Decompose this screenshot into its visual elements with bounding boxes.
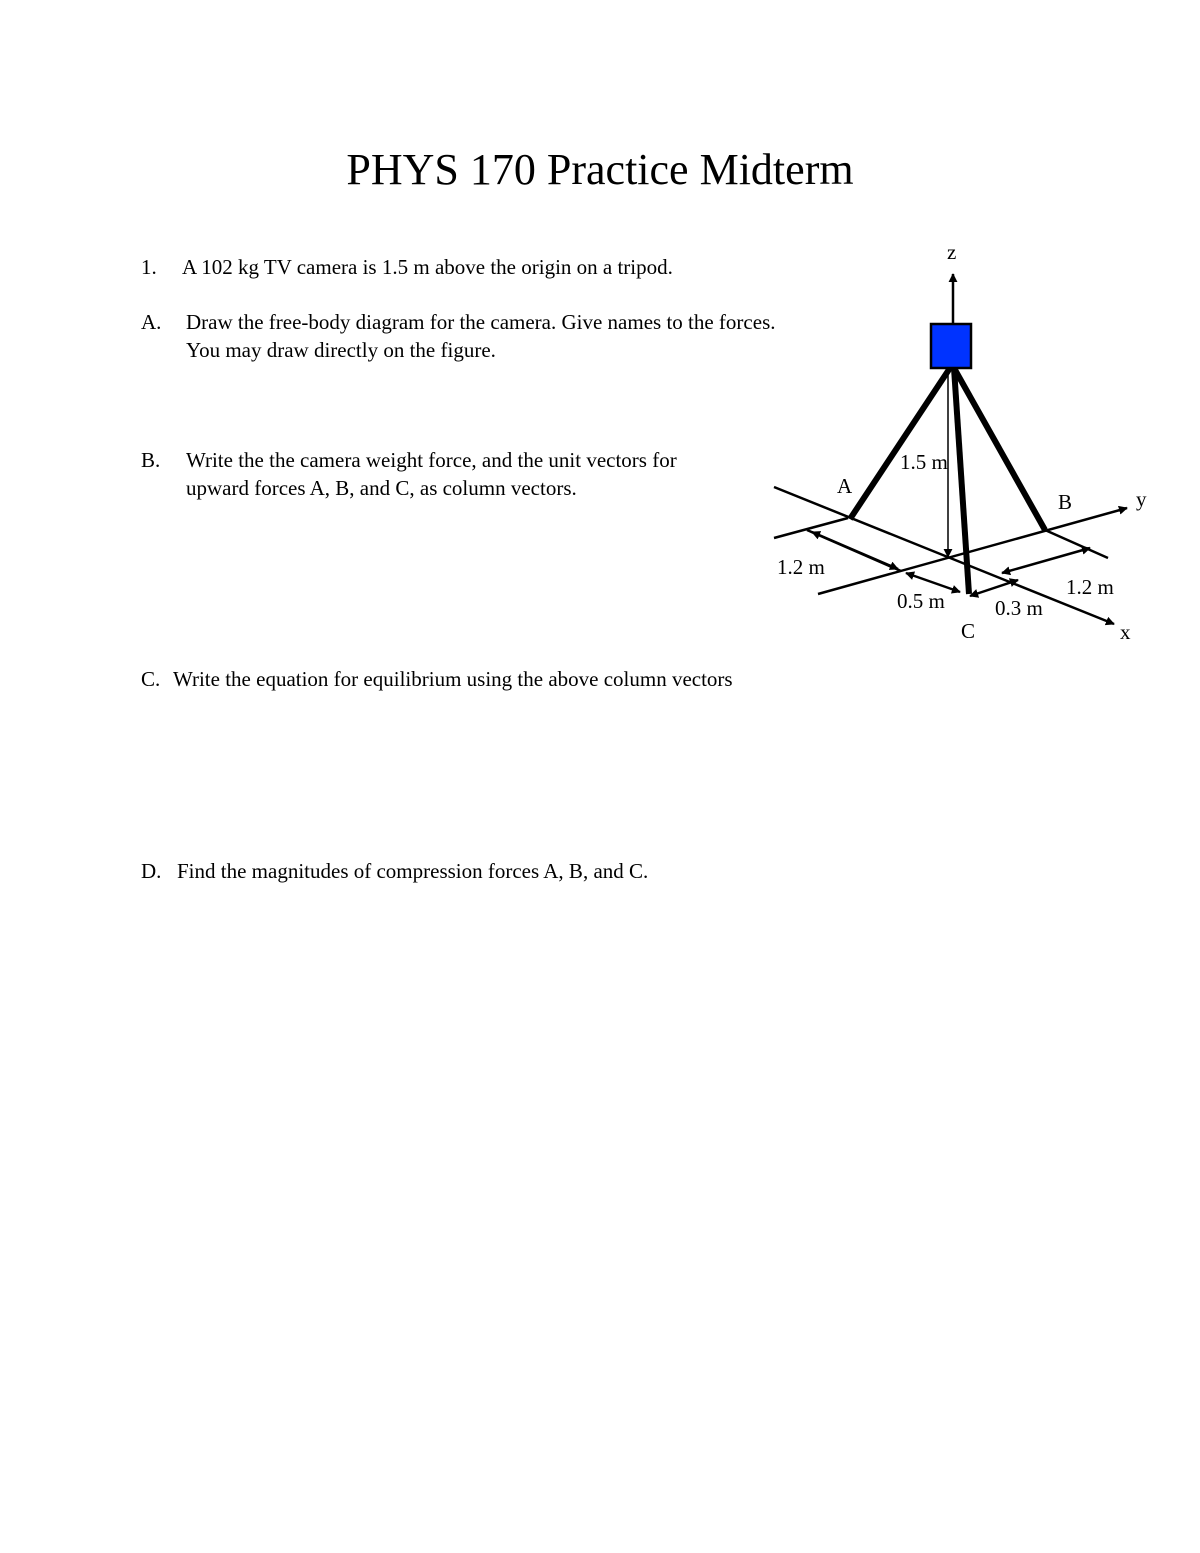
part-a-line-2: You may draw directly on the figure. (186, 338, 496, 362)
page-title: PHYS 170 Practice Midterm (346, 145, 854, 194)
part-b-line-1: Write the the camera weight force, and the unit vectors for (186, 448, 677, 472)
point-label-a: A (837, 474, 853, 498)
dim-label-a-x: 1.2 m (777, 555, 825, 579)
problem-text: A 102 kg TV camera is 1.5 m above the origin on a tripod. (182, 255, 673, 279)
part-d-text: Find the magnitudes of compression forces A, B, and C. (177, 859, 649, 883)
tripod-leg-b (954, 368, 1045, 530)
dim-arrow-a-x (812, 532, 898, 569)
tripod-figure (760, 232, 1160, 652)
dim-label-b-y: 0.3 m (995, 596, 1043, 620)
height-label: 1.5 m (900, 450, 948, 474)
point-label-c: C (961, 619, 976, 643)
tripod-leg-a (850, 368, 950, 519)
camera-block (931, 324, 971, 368)
part-c-text: Write the equation for equilibrium using the above column vectors (173, 667, 733, 691)
dim-arrow-b-x (1002, 548, 1090, 573)
x-axis-label: x (1120, 620, 1131, 644)
y-axis-label: y (1136, 487, 1147, 511)
part-d-marker: D. (141, 859, 162, 883)
dim-arrow-b-y (970, 580, 1018, 596)
part-b-line-2: upward forces A, B, and C, as column vectors. (186, 476, 577, 500)
ground-line-b (1045, 530, 1108, 558)
part-a-marker: A. (141, 310, 162, 334)
point-label-b: B (1058, 490, 1073, 514)
dim-label-b-x: 1.2 m (1066, 575, 1114, 599)
dim-label-a-y: 0.5 m (897, 589, 945, 613)
part-a-line-1: Draw the free-body diagram for the camera. Give names to the forces. (186, 310, 776, 334)
part-b-marker: B. (141, 448, 161, 472)
ground-line-c (774, 518, 848, 538)
part-c-marker: C. (141, 667, 161, 691)
z-axis-label: z (947, 240, 957, 264)
problem-number: 1. (141, 255, 157, 279)
